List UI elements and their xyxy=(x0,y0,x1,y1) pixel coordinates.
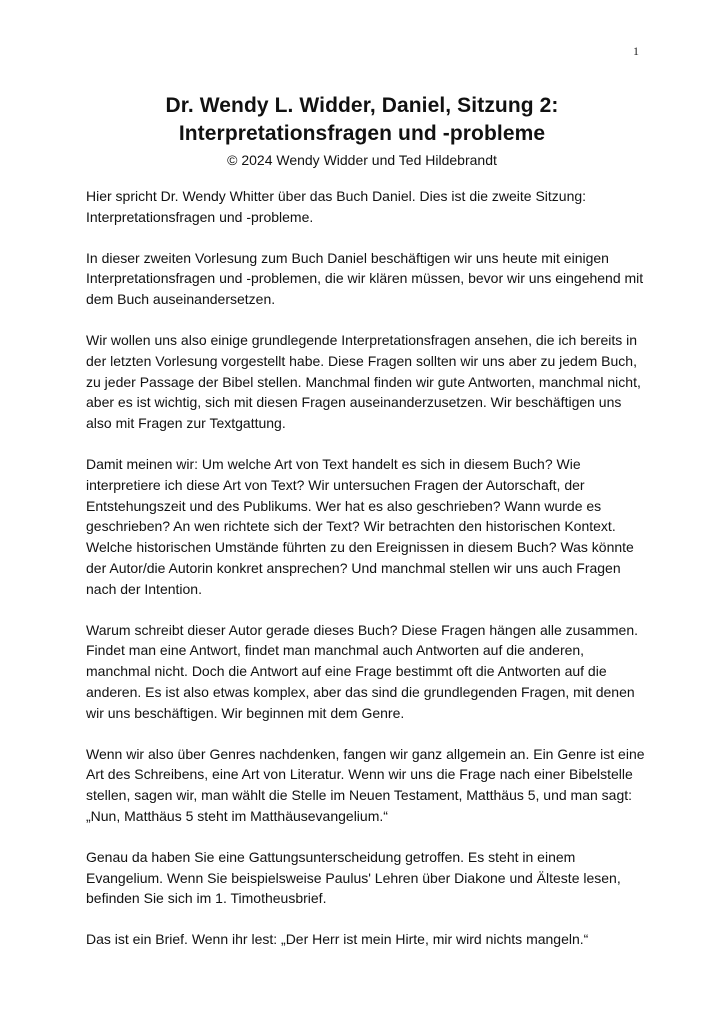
document-body xyxy=(86,186,646,970)
paragraph: Hier spricht Dr. Wendy Whitter über das Buch Daniel. Dies ist die zweite Sitzung: Interpretationsfragen und -probleme. xyxy=(86,188,587,225)
title-line-2: Interpretationsfragen und -probleme xyxy=(178,122,546,145)
title-line-1: Dr. Wendy L. Widder, Daniel, Sitzung 2: xyxy=(165,94,559,117)
copyright-line: © 2024 Wendy Widder und Ted Hildebrandt xyxy=(227,152,497,168)
paragraph: Das ist ein Brief. Wenn ihr lest: „Der Herr ist mein Hirte, mir wird nichts mangeln.“ xyxy=(86,931,589,948)
paragraph: Wir wollen uns also einige grundlegende Interpretationsfragen ansehen, die ich bereits in der letzten Vorlesung vorgestellt habe. Diese Fragen sollten wir uns aber zu jedem Buch, zu jeder Passage der Bibel stellen. Manchmal finden wir gute Antworten, manchmal nicht, aber es ist wichtig, sich mit diesen Fragen auseinanderzusetzen. Wir beschäftigen uns also mit Fragen zur Textgattung. xyxy=(86,331,641,432)
paragraph: Wenn wir also über Genres nachdenken, fangen wir ganz allgemein an. Ein Genre ist eine Art des Schreibens, eine Art von Literatur. Wenn wir uns die Frage nach einer Bibelstelle stellen, sagen wir, man wählt die Stelle im Neuen Testament, Matthäus 5, und man sagt: „Nun, Matthäus 5 steht im Matthäusevangelium.“ xyxy=(86,745,645,824)
paragraph: Warum schreibt dieser Autor gerade dieses Buch? Diese Fragen hängen alle zusammen. Findet man eine Antwort, findet man manchmal auch Antworten auf die anderen, manchmal nicht. Doch die Antwort auf eine Frage bestimmt oft die Antworten auf die anderen. Es ist also etwas komplex, aber das sind die grundlegenden Fragen, mit denen wir uns beschäftigen. Wir beginnen mit dem Genre. xyxy=(86,621,638,721)
paragraph: Damit meinen wir: Um welche Art von Text handelt es sich in diesem Buch? Wie interpretiere ich diese Art von Text? Wir untersuchen Fragen der Autorschaft, der Entstehungszeit und des Publikums. Wer hat es also geschrieben? Wann wurde es geschrieben? An wen richtete sich der Text? Wir betrachten den historischen Kontext. Welche historischen Umstände führten zu den Ereignissen in diesem Buch? Was könnte der Autor/die Autorin konkret ansprechen? Und manchmal stellen wir uns auch Fragen nach der Intention. xyxy=(86,455,634,597)
document-header xyxy=(60,92,664,170)
paragraph: Genau da haben Sie eine Gattungsunterscheidung getroffen. Es steht in einem Evangelium. Wenn Sie beispielsweise Paulus' Lehren über Diakone und Älteste lesen, befinden Sie sich im 1. Timotheusbrief. xyxy=(86,848,621,907)
page-number: 1 xyxy=(633,44,639,58)
paragraph: In dieser zweiten Vorlesung zum Buch Daniel beschäftigen wir uns heute mit einigen Interpretationsfragen und -problemen, die wir klären müssen, bevor wir uns eingehend mit dem Buch auseinandersetzen. xyxy=(86,249,644,308)
